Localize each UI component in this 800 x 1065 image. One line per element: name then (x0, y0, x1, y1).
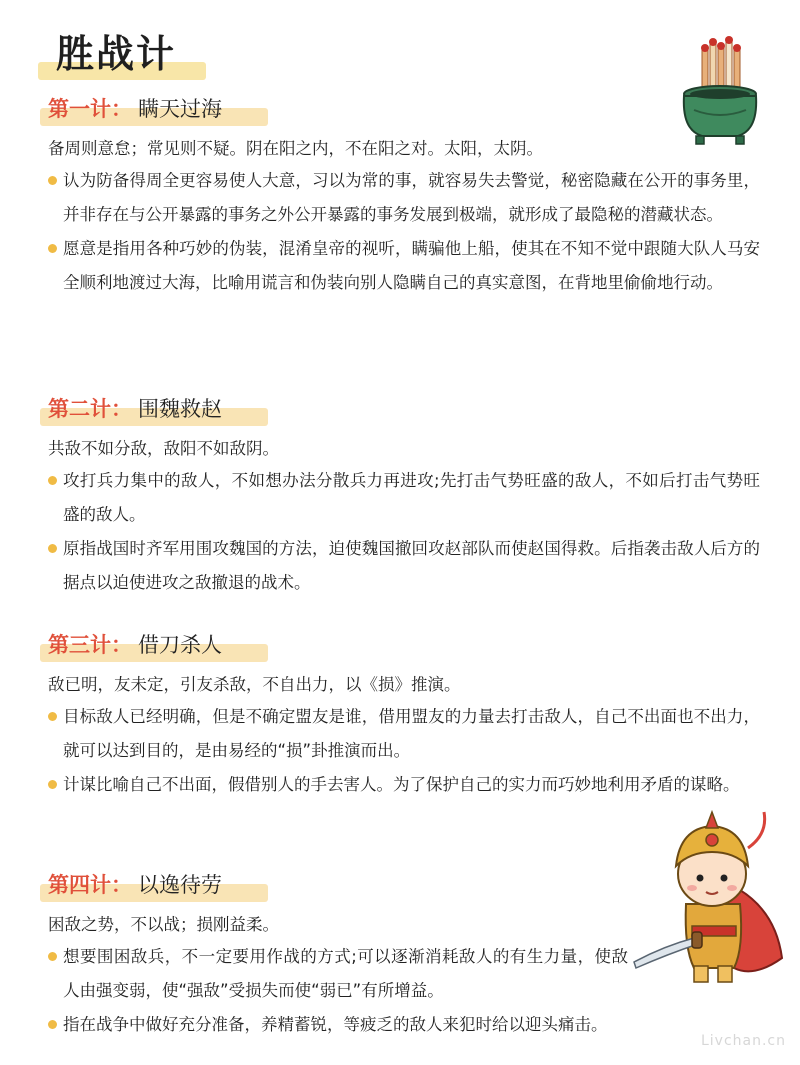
yellow-dot-icon (48, 780, 57, 789)
section-heading (0, 92, 800, 130)
list-item: 指在战争中做好充分准备，养精蓄锐，等疲乏的敌人来犯时给以迎头痛击。 (48, 1008, 760, 1042)
list-item: 攻打兵力集中的敌人，不如想办法分散兵力再进攻;先打击气势旺盛的敌人，不如后打击气势旺盛的敌人。 (48, 464, 760, 532)
section-number: 第四计： (48, 873, 132, 897)
section-number: 第三计： (48, 633, 132, 657)
watermark: Livchan.cn (700, 1033, 786, 1049)
list-item: 计谋比喻自己不出面，假借别人的手去害人。为了保护自己的实力而巧妙地利用矛盾的谋略。 (48, 768, 760, 802)
section-number: 第一计： (48, 97, 132, 121)
yellow-dot-icon (48, 712, 57, 721)
list-item: 原指战国时齐军用围攻魏国的方法，迫使魏国撤回攻赵部队而使赵国得救。后指袭击敌人后方的据点以迫使进攻之敌撤退的战术。 (48, 532, 760, 600)
section-heading (0, 628, 800, 666)
section-quote: 备周则意怠；常见则不疑。阴在阳之内，不在阳之对。太阳，太阴。 (48, 139, 543, 158)
page-title: 胜战计 (56, 32, 177, 76)
section-2 (0, 392, 800, 600)
yellow-dot-icon (48, 1020, 57, 1029)
section-1 (0, 92, 800, 300)
list-item: 目标敌人已经明确，但是不确定盟友是谁，借用盟友的力量去打击敌人，自己不出面也不出力，就可以达到目的，是由易经的“损”卦推演而出。 (48, 700, 760, 768)
list-item: 愿意是指用各种巧妙的伪装，混淆皇帝的视听，瞒骗他上船，使其在不知不觉中跟随大队人马安全顺利地渡过大海，比喻用谎言和伪装向别人隐瞒自己的真实意图，在背地里偷偷地行动。 (48, 232, 760, 300)
page-title-block (38, 28, 208, 84)
section-name: 以逸待劳 (138, 873, 222, 897)
yellow-dot-icon (48, 244, 57, 253)
list-item: 想要围困敌兵，不一定要用作战的方式;可以逐渐消耗敌人的有生力量，使敌人由强变弱，使“强敌”受损失而使“弱已”有所增益。 (48, 940, 628, 1008)
yellow-dot-icon (48, 476, 57, 485)
yellow-dot-icon (48, 176, 57, 185)
section-number: 第二计： (48, 397, 132, 421)
section-3 (0, 628, 800, 802)
section-quote: 困敌之势，不以战；损刚益柔。 (48, 915, 279, 934)
section-heading (0, 392, 800, 430)
section-name: 围魏救赵 (138, 397, 222, 421)
cartoon-warrior-illustration (624, 808, 794, 990)
section-name: 借刀杀人 (138, 633, 222, 657)
section-quote: 共敌不如分敌，敌阳不如敌阴。 (48, 439, 279, 458)
section-name: 瞒天过海 (138, 97, 222, 121)
yellow-dot-icon (48, 544, 57, 553)
yellow-dot-icon (48, 952, 57, 961)
section-quote: 敌已明，友未定，引友杀敌，不自出力，以《损》推演。 (48, 675, 461, 694)
list-item: 认为防备得周全更容易使人大意，习以为常的事，就容易失去警觉，秘密隐藏在公开的事务里，并非存在与公开暴露的事务之外公开暴露的事务发展到极端，就形成了最隐秘的潜藏状态。 (48, 164, 760, 232)
